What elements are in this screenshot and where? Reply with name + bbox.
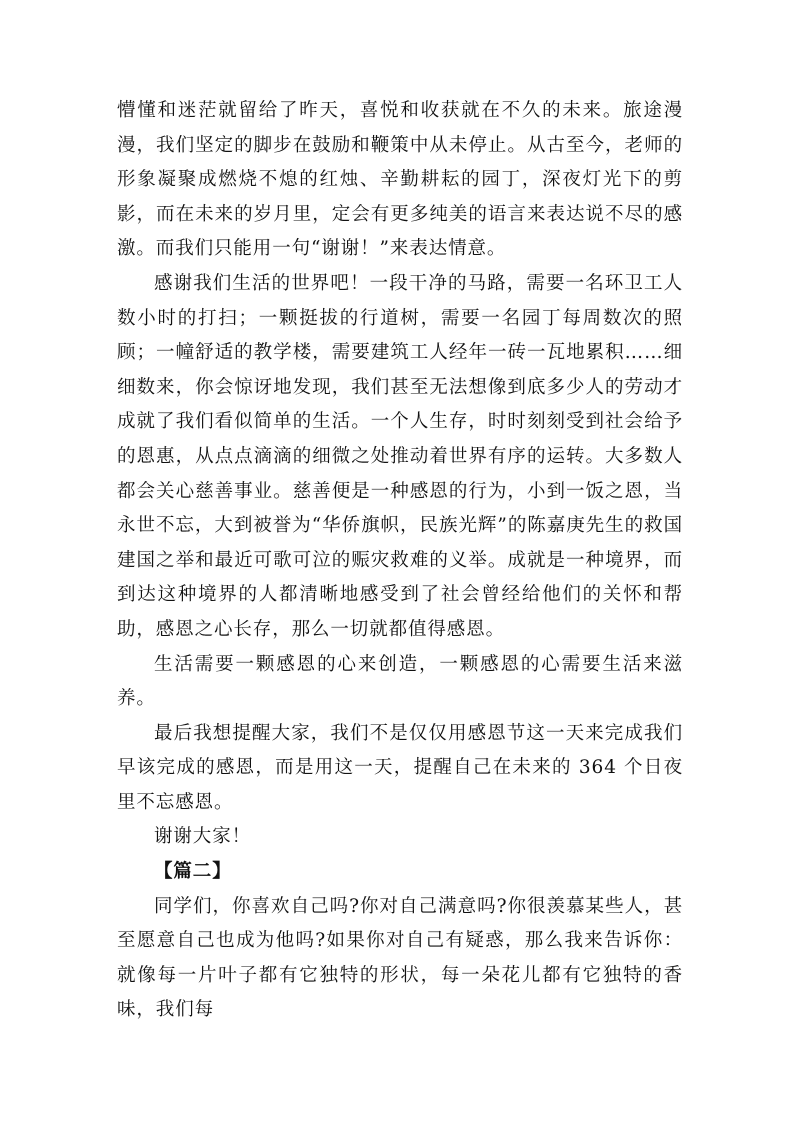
- paragraph-5: 谢谢大家！: [154, 826, 252, 848]
- document-body: [117, 94, 683, 1028]
- paragraph-6: 同学们，你喜欢自己吗?你对自己满意吗?你很羡慕某些人，甚至愿意自己也成为他吗?如果你对自己有疑惑，那么我来告诉你：就像每一片叶子都有它独特的形状，每一朵花儿都有它独特的香味，我们每: [117, 895, 683, 1021]
- paragraph-1: 懵懂和迷茫就留给了昨天，喜悦和收获就在不久的未来。旅途漫漫，我们坚定的脚步在鼓励和鞭策中从未停止。从古至今，老师的形象凝聚成燃烧不熄的红烛、辛勤耕耘的园丁，深夜灯光下的剪影，而在未来的岁月里，定会有更多纯美的语言来表达说不尽的感激。而我们只能用一句“谢谢！”来表达情意。: [117, 100, 683, 260]
- paragraph-3: 生活需要一颗感恩的心来创造，一颗感恩的心需要生活来滋养。: [117, 653, 683, 710]
- paragraph-2: 感谢我们生活的世界吧！一段干净的马路，需要一名环卫工人数小时的打扫；一颗挺拔的行道树，需要一名园丁每周数次的照顾；一幢舒适的教学楼，需要建筑工人经年一砖一瓦地累积……细细数来，你会惊讶地发现，我们甚至无法想像到底多少人的劳动才成就了我们看似简单的生活。一个人生存，时时刻刻受到社会给予的恩惠，从点点滴滴的细微之处推动着世界有序的运转。大多数人都会关心慈善事业。慈善便是一种感恩的行为，小到一饭之恩，当永世不忘，大到被誉为“华侨旗帜，民族光辉”的陈嘉庚先生的救国建国之举和最近可歌可泣的赈灾救难的义举。成就是一种境界，而到达这种境界的人都清晰地感受到了社会曾经给他们的关怀和帮助，感恩之心长存，那么一切就都值得感恩。: [117, 272, 683, 640]
- section-heading: 【篇二】: [154, 861, 232, 883]
- paragraph-4: 最后我想提醒大家，我们不是仅仅用感恩节这一天来完成我们早该完成的感恩，而是用这一天，提醒自己在未来的 364 个日夜里不忘感恩。: [117, 722, 683, 813]
